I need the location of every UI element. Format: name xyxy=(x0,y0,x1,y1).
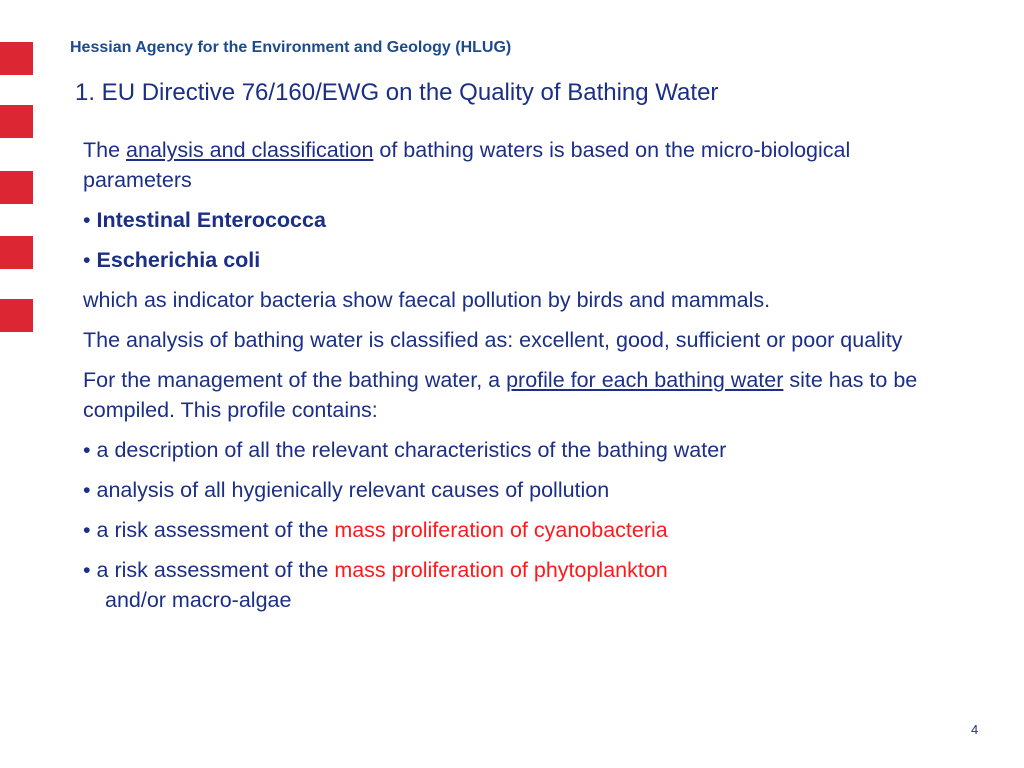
profile-item-text: a description of all the relevant characteristics of the bathing water xyxy=(96,438,727,462)
classification-paragraph: The analysis of bathing water is classified as: excellent, good, sufficient or poor quality xyxy=(83,328,903,352)
parameter-bullet-2 xyxy=(83,245,943,275)
profile-item-text: a risk assessment of the xyxy=(96,518,335,542)
profile-item-2 xyxy=(83,475,943,505)
parameter-enterococca: Intestinal Enterococca xyxy=(96,208,326,232)
profile-link[interactable]: profile for each bathing water xyxy=(506,368,784,392)
phytoplankton-highlight: mass proliferation of phytoplankton xyxy=(334,558,668,582)
slide-content xyxy=(83,135,943,625)
profile-item-text: analysis of all hygienically relevant causes of pollution xyxy=(96,478,610,502)
intro-paragraph xyxy=(83,135,943,195)
red-square-1 xyxy=(0,42,33,75)
bullet-mark: • xyxy=(83,208,97,232)
profile-paragraph xyxy=(83,365,943,425)
bullet-mark: • xyxy=(83,248,97,272)
profile-item-1 xyxy=(83,435,943,465)
parameter-ecoli: Escherichia coli xyxy=(96,248,261,272)
bullet-mark: • xyxy=(83,518,97,542)
slide-title: 1. EU Directive 76/160/EWG on the Quality of Bathing Water xyxy=(75,79,719,106)
red-square-4 xyxy=(0,236,33,269)
intro-text-start: The xyxy=(83,138,127,162)
intro-text-end: of bathing waters is based on the micro-biological parameters xyxy=(83,138,851,192)
profile-item-4 xyxy=(83,555,943,585)
red-square-2 xyxy=(0,105,33,138)
page-number: 4 xyxy=(971,722,979,737)
indicator-paragraph: which as indicator bacteria show faecal pollution by birds and mammals. xyxy=(83,288,771,312)
profile-text-start: For the management of the bathing water, a xyxy=(83,368,507,392)
profile-text-end: site has to be compiled. This profile contains: xyxy=(83,368,918,422)
profile-item-3 xyxy=(83,515,943,545)
cyanobacteria-highlight: mass proliferation of cyanobacteria xyxy=(334,518,668,542)
profile-item-4-continuation: and/or macro-algae xyxy=(105,588,292,612)
profile-item-text: a risk assessment of the xyxy=(96,558,335,582)
organization-header: Hessian Agency for the Environment and Geology (HLUG) xyxy=(70,39,512,56)
bullet-mark: • xyxy=(83,558,97,582)
bullet-mark: • xyxy=(83,438,97,462)
analysis-classification-link[interactable]: analysis and classification xyxy=(126,138,374,162)
parameter-bullet-1 xyxy=(83,205,943,235)
red-square-5 xyxy=(0,299,33,332)
bullet-mark: • xyxy=(83,478,97,502)
red-square-3 xyxy=(0,171,33,204)
